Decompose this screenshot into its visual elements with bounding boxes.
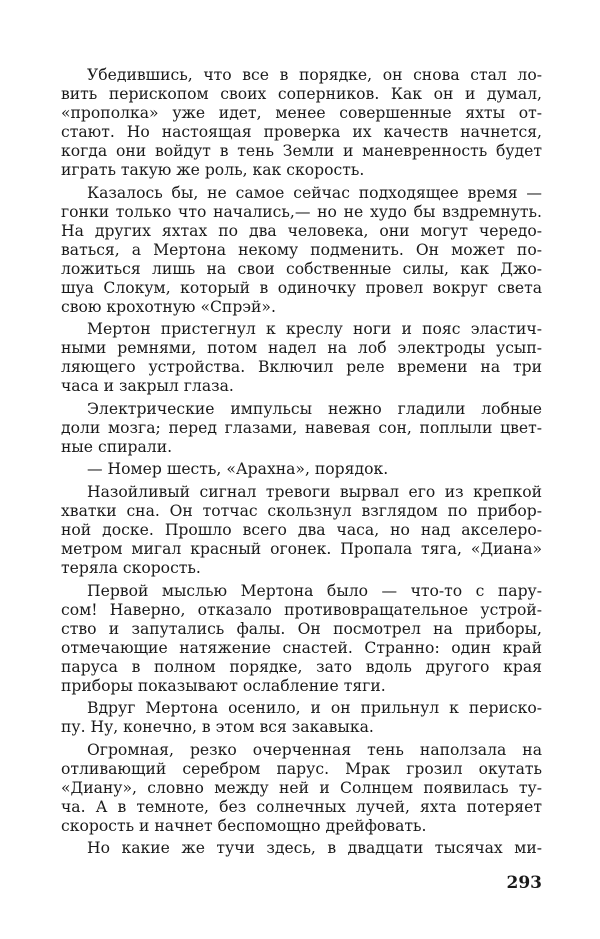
text-line: гонки только что начались,— но не худо бы вздремнуть. (61, 202, 542, 221)
text-line: ство и запутались фалы. Он посмотрел на приборы, (61, 619, 542, 638)
text-line: ваться, а Мертона некому подменить. Он может по- (61, 240, 542, 259)
paragraph (61, 460, 542, 479)
text-line: скорость и начнет беспомощно дрейфовать. (61, 816, 427, 835)
text-line: Огромная, резко очерченная тень наползала на (87, 740, 542, 759)
text-line: Первой мыслью Мертона было — что-то с пару- (87, 581, 542, 600)
paragraph (61, 582, 542, 696)
text-line: Вдруг Мертона осенило, и он прильнул к периско- (87, 699, 542, 718)
text-line: «прополка» уже идет, менее совершенные яхты от- (61, 104, 542, 122)
text-line: Электрические импульсы нежно гладили лобные (87, 399, 542, 418)
text-line: ложиться лишь на свои собственные силы, как Джо- (61, 259, 542, 278)
page-body (61, 66, 542, 862)
text-line: играть такую же роль, как скорость. (61, 161, 365, 179)
text-line: «Диану», словно между ней и Солнцем появилась ту- (61, 778, 542, 797)
text-line: шуа Слокум, который в одиночку провел вокруг света (61, 278, 542, 297)
text-line: вить перископом своих соперников. Как он и думал, (61, 85, 542, 103)
paragraph (61, 320, 542, 396)
text-line: Назойливый сигнал тревоги вырвал его из крепкой (87, 482, 542, 501)
paragraph (61, 66, 542, 180)
page-number: 293 (506, 873, 542, 893)
text-line: приборы показывают ослабление тяги. (61, 676, 386, 695)
text-line: Но какие же тучи здесь, в двадцати тысячах ми- (87, 839, 542, 858)
text-line: паруса в полном порядке, зато вдоль другого края (61, 657, 542, 676)
text-line: сом! Наверно, отказало противовращательное устрой- (61, 600, 542, 619)
text-line: часа и закрыл глаза. (61, 377, 234, 396)
text-line: метром мигал красный огонек. Пропала тяга, «Диана» (61, 539, 542, 558)
text-line: пу. Ну, конечно, в этом вся закавыка. (61, 718, 374, 737)
paragraph (61, 699, 542, 737)
text-line: Казалось бы, не самое сейчас подходящее время — (87, 183, 542, 202)
text-line: ляющего устройства. Включил реле времени на три (61, 358, 542, 377)
paragraph (61, 400, 542, 457)
text-line: теряла скорость. (61, 558, 201, 577)
text-line: ными ремнями, потом надел на лоб электроды усып- (61, 339, 542, 358)
paragraph (61, 839, 542, 858)
text-line: ча. А в темноте, без солнечных лучей, яхта потеряет (61, 797, 542, 816)
text-line: когда они войдут в тень Земли и маневренность будет (61, 142, 542, 160)
text-line: отмечающие натяжение снастей. Странно: один край (61, 638, 542, 657)
paragraph (61, 483, 542, 578)
text-line: На других яхтах по два человека, они могут чередо- (61, 221, 542, 240)
text-line: отливающий серебром парус. Мрак грозил окутать (61, 759, 542, 778)
text-line: — Номер шесть, «Арахна», порядок. (87, 460, 389, 479)
text-line: хватки сна. Он тотчас скользнул взглядом по прибор- (61, 501, 542, 520)
text-line: Мертон пристегнул к креслу ноги и пояс эластич- (87, 320, 542, 339)
text-line: ные спирали. (61, 437, 173, 456)
text-line: Убедившись, что все в порядке, он снова стал ло- (87, 66, 542, 84)
paragraph (61, 741, 542, 836)
text-line: свою крохотную «Спрэй». (61, 297, 276, 316)
text-line: стают. Но настоящая проверка их качеств начнется, (61, 123, 542, 141)
text-line: доли мозга; перед глазами, навевая сон, поплыли цвет- (61, 418, 542, 437)
paragraph (61, 184, 542, 317)
text-line: ной доске. Прошло всего два часа, но над акселеро- (61, 520, 542, 539)
